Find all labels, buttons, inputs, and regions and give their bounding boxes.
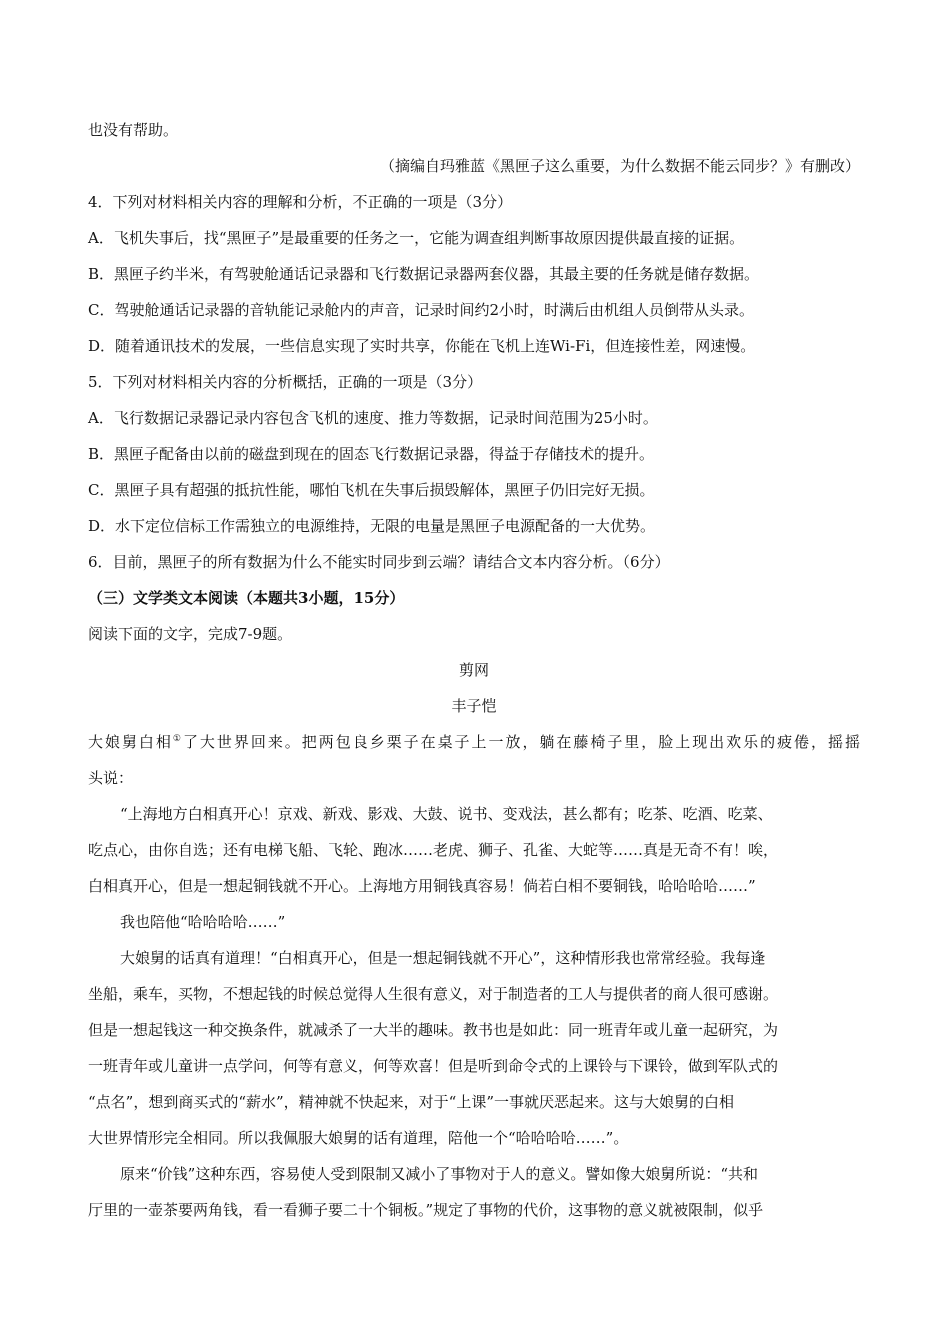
essay-title: 剪网: [458, 661, 489, 679]
essay-paragraph-4-line-6: 大世界情形完全相同。所以我佩服大娘舅的话有道理，陪他一个“哈哈哈哈……”。: [88, 1129, 629, 1147]
footnote-marker: ①: [172, 734, 183, 744]
essay-text: 大娘舅白相: [88, 733, 173, 751]
essay-paragraph-5-line-2: 厅里的一壶茶要两角钱，看一看狮子要二十个铜板。”规定了事物的代价，这事物的意义就被限制，似乎: [88, 1201, 764, 1219]
essay-paragraph-4-line-4: 一班青年或儿童讲一点学问，何等有意义，何等欢喜！但是听到命令式的上课铃与下课铃，做到军队式的: [88, 1057, 779, 1075]
essay-paragraph-1-line-2: 头说：: [88, 769, 134, 787]
essay-paragraph-2-line-3: 白相真开心，但是一想起铜钱就不开心。上海地方用铜钱真容易！倘若白相不要铜钱，哈哈哈哈……”: [88, 877, 756, 895]
material-tail-line: 也没有帮助。: [88, 121, 179, 139]
essay-paragraph-4-line-3: 但是一想起钱这一种交换条件，就减杀了一大半的趣味。教书也是如此：同一班青年或儿童一起研究，为: [88, 1021, 779, 1039]
question-4-option-d: D．随着通讯技术的发展，一些信息实现了实时共享，你能在飞机上连Wi-Fi，但连接性差，网速慢。: [88, 337, 756, 355]
question-4-option-b: B．黑匣子约半米，有驾驶舱通话记录器和飞行数据记录器两套仪器，其最主要的任务就是储存数据。: [88, 265, 760, 283]
question-4-stem: 4．下列对材料相关内容的理解和分析，不正确的一项是（3分）: [88, 193, 513, 211]
essay-paragraph-4-line-1: 大娘舅的话真有道理！“白相真开心，但是一想起铜钱就不开心”，这种情形我也常常经验。我每逢: [120, 949, 766, 967]
essay-paragraph-5-line-1: 原来“价钱”这种东西，容易使人受到限制又减小了事物对于人的意义。譬如像大娘舅所说：“共和: [120, 1165, 759, 1183]
reading-instruction: 阅读下面的文字，完成7-9题。: [88, 625, 293, 643]
essay-text: 了大世界回来。把两包良乡栗子在桌子上一放，躺在藤椅子里，脸上现出欢乐的疲倦，摇摇: [182, 733, 860, 751]
essay-paragraph-3-line-1: 我也陪他“哈哈哈哈……”: [120, 913, 286, 931]
question-6-stem: 6．目前，黑匣子的所有数据为什么不能实时同步到云端？请结合文本内容分析。（6分）: [88, 553, 670, 571]
question-5-option-c: C．黑匣子具有超强的抵抗性能，哪怕飞机在失事后损毁解体，黑匣子仍旧完好无损。: [88, 481, 655, 499]
section-heading: （三）文学类文本阅读（本题共3小题，15分）: [88, 589, 405, 607]
question-4-option-a: A．飞机失事后，找“黑匣子”是最重要的任务之一，它能为调查组判断事故原因提供最直接的证据。: [88, 229, 745, 247]
essay-paragraph-4-line-2: 坐船，乘车，买物，不想起钱的时候总觉得人生很有意义，对于制造者的工人与提供者的商人很可感谢。: [88, 985, 779, 1003]
question-5-option-a: A．飞行数据记录器记录内容包含飞机的速度、推力等数据，记录时间范围为25小时。: [88, 409, 658, 427]
essay-author: 丰子恺: [451, 697, 497, 715]
essay-paragraph-2-line-1: “上海地方白相真开心！京戏、新戏、影戏、大鼓、说书、变戏法，甚么都有；吃茶、吃酒、吃菜、: [120, 805, 773, 823]
question-5-option-d: D．水下定位信标工作需独立的电源维持，无限的电量是黑匣子电源配备的一大优势。: [88, 517, 656, 535]
question-4-option-c: C．驾驶舱通话记录器的音轨能记录舱内的声音，记录时间约2小时，时满后由机组人员倒带从头录。: [88, 301, 755, 319]
essay-paragraph-4-line-5: “点名”，想到商买式的“薪水”，精神就不快起来，对于“上课”一事就厌恶起来。这与大娘舅的白相: [88, 1093, 735, 1111]
source-citation: （摘编自玛雅蓝《黑匣子这么重要，为什么数据不能云同步？》有删改）: [379, 157, 860, 175]
question-5-stem: 5．下列对材料相关内容的分析概括，正确的一项是（3分）: [88, 373, 483, 391]
essay-paragraph-2-line-2: 吃点心，由你自选；还有电梯飞船、飞轮、跑冰……老虎、狮子、孔雀、大蛇等……真是无奇不有！唉，: [88, 841, 779, 859]
question-5-option-b: B．黑匣子配备由以前的磁盘到现在的固态飞行数据记录器，得益于存储技术的提升。: [88, 445, 655, 463]
essay-paragraph-1-line-1: [88, 724, 860, 760]
document-page: [88, 112, 860, 1228]
